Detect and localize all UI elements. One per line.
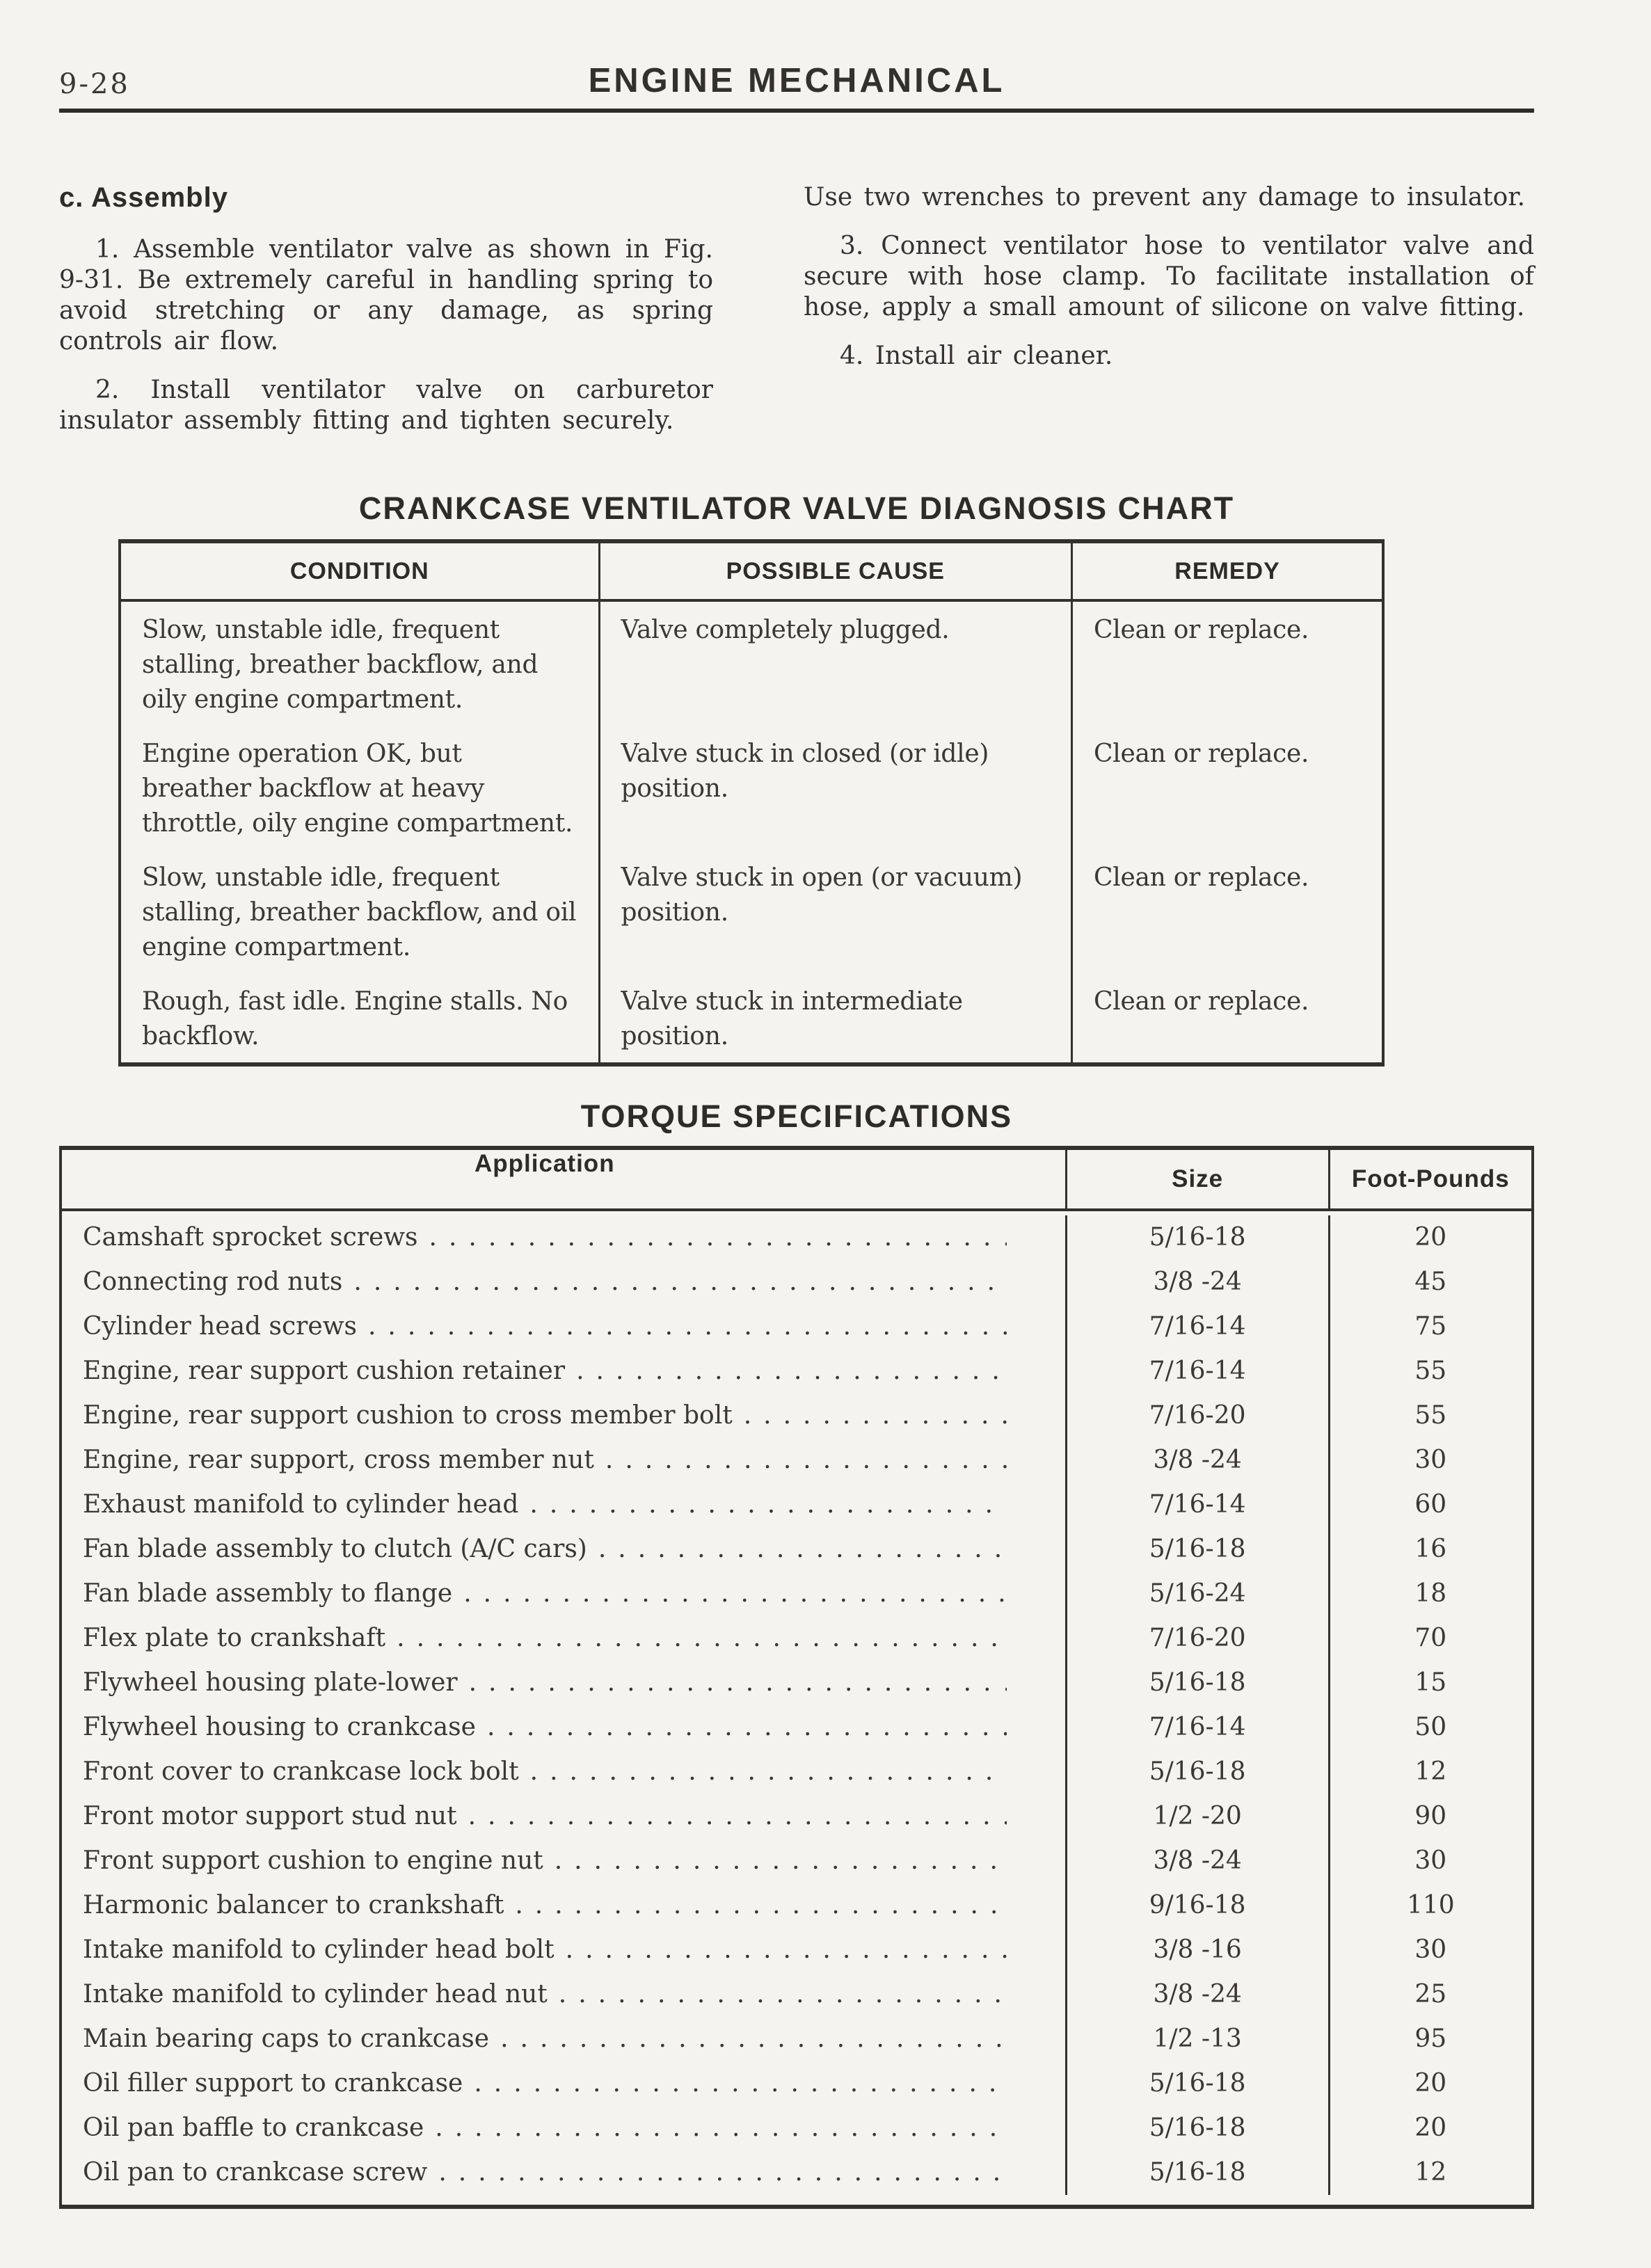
torque-application-cell	[62, 2061, 1067, 2106]
torque-application-text: Engine, rear support cushion to cross member bolt	[83, 1401, 733, 1430]
torque-row	[62, 1794, 1531, 1839]
torque-row	[62, 1349, 1531, 1393]
torque-size-cell: 5/16-18	[1067, 1527, 1330, 1572]
diagnosis-chart-table	[118, 539, 1385, 1067]
dot-leader	[353, 1260, 1006, 1304]
torque-row	[62, 1393, 1531, 1438]
torque-size-cell: 5/16-18	[1067, 1215, 1330, 1260]
dot-leader	[530, 1750, 1007, 1794]
torque-application-cell	[62, 1260, 1067, 1304]
torque-foot-pounds-cell: 30	[1414, 1446, 1447, 1474]
dot-leader	[469, 1661, 1007, 1705]
page-content	[59, 61, 1534, 2209]
torque-column-header-application: Application	[62, 1150, 1067, 1208]
torque-size-cell: 5/16-18	[1067, 1661, 1330, 1705]
torque-application-cell	[62, 2017, 1067, 2061]
torque-size-cell: 3/8 -24	[1067, 1260, 1330, 1304]
torque-application-cell	[62, 1705, 1067, 1750]
torque-size-cell: 3/8 -16	[1067, 1928, 1330, 1972]
assembly-left-column	[59, 182, 713, 454]
torque-size-cell: 7/16-14	[1067, 1483, 1330, 1527]
torque-row	[62, 1572, 1531, 1616]
dot-leader	[598, 1527, 1007, 1572]
page-number: 9-28	[59, 68, 130, 100]
torque-application-text: Flywheel housing plate-lower	[83, 1668, 458, 1697]
torque-size-cell: 5/16-18	[1067, 1750, 1330, 1794]
torque-foot-pounds-cell: 45	[1414, 1268, 1447, 1296]
dot-leader	[368, 1304, 1007, 1349]
torque-foot-pounds-cell: 12	[1414, 2158, 1447, 2187]
torque-size-cell: 1/2 -13	[1067, 2017, 1330, 2061]
torque-size-cell: 5/16-18	[1067, 2150, 1330, 2195]
dot-leader	[435, 2106, 1006, 2150]
torque-application-cell	[62, 1972, 1067, 2017]
torque-specifications-title: TORQUE SPECIFICATIONS	[580, 1099, 1013, 1134]
diagnosis-column-header-remedy: REMEDY	[1174, 558, 1280, 584]
diagnosis-remedy-cell: Clean or replace.	[1094, 863, 1309, 892]
header-rule	[59, 109, 1534, 113]
torque-application-text: Cylinder head screws	[83, 1312, 357, 1341]
torque-foot-pounds-cell: 30	[1414, 1846, 1447, 1875]
diagnosis-condition-cell: Engine operation OK, but breather backflow at heavy throttle, oily engine compartment.	[121, 726, 600, 849]
dot-leader	[576, 1349, 1007, 1393]
diagnosis-condition-cell: Slow, unstable idle, frequent stalling, breather backflow, and oily engine compartment.	[121, 602, 600, 726]
diagnosis-remedy-cell: Clean or replace.	[1094, 987, 1309, 1016]
dot-leader	[468, 1794, 1007, 1839]
dot-leader	[566, 1928, 1007, 1972]
torque-row	[62, 1883, 1531, 1928]
torque-foot-pounds-cell: 20	[1414, 2069, 1447, 2098]
torque-row	[62, 2017, 1531, 2061]
torque-application-text: Harmonic balancer to crankshaft	[83, 1891, 504, 1919]
torque-application-text: Intake manifold to cylinder head nut	[83, 1980, 548, 2009]
torque-application-cell	[62, 2106, 1067, 2150]
torque-application-cell	[62, 1928, 1067, 1972]
torque-row	[62, 1972, 1531, 2017]
torque-row	[62, 1839, 1531, 1883]
page-title: ENGINE MECHANICAL	[588, 62, 1005, 99]
torque-foot-pounds-cell: 18	[1414, 1579, 1447, 1608]
dot-leader	[397, 1616, 1006, 1661]
torque-application-cell	[62, 1349, 1067, 1393]
torque-size-cell: 3/8 -24	[1067, 1839, 1330, 1883]
torque-application-cell	[62, 1304, 1067, 1349]
torque-row	[62, 1750, 1531, 1794]
torque-row	[62, 1438, 1531, 1483]
torque-foot-pounds-cell: 15	[1414, 1668, 1447, 1697]
diagnosis-chart-body	[121, 602, 1382, 1062]
torque-application-cell	[62, 1661, 1067, 1705]
dot-leader	[529, 1483, 1006, 1527]
torque-row	[62, 1483, 1531, 1527]
torque-foot-pounds-cell: 25	[1414, 1980, 1447, 2009]
diagnosis-column-header-possible-cause: POSSIBLE CAUSE	[600, 543, 1074, 599]
page-header	[59, 61, 1534, 102]
diagnosis-cause-cell: Valve stuck in intermediate position.	[600, 973, 1074, 1062]
torque-application-cell	[62, 1839, 1067, 1883]
torque-size-cell: 7/16-20	[1067, 1616, 1330, 1661]
torque-application-text: Oil pan baffle to crankcase	[83, 2114, 424, 2142]
torque-row	[62, 1215, 1531, 1260]
diagnosis-remedy-cell: Clean or replace.	[1094, 740, 1309, 768]
torque-row	[62, 1705, 1531, 1750]
torque-size-cell: 7/16-14	[1067, 1349, 1330, 1393]
dot-leader	[559, 1972, 1007, 2017]
torque-table-body	[62, 1211, 1531, 2205]
diagnosis-cause-cell: Valve stuck in open (or vacuum) position.	[600, 849, 1074, 973]
assembly-step-1: 1. Assemble ventilator valve as shown in Fig. 9-31. Be extremely careful in handling spring to avoid stretching or any damage, as spring controls air flow.	[59, 235, 713, 356]
diagnosis-row	[121, 973, 1382, 1062]
torque-size-cell: 5/16-24	[1067, 1572, 1330, 1616]
torque-application-text: Fan blade assembly to clutch (A/C cars)	[83, 1535, 587, 1563]
torque-foot-pounds-cell: 30	[1414, 1935, 1447, 1964]
torque-application-text: Engine, rear support cushion retainer	[83, 1357, 566, 1385]
torque-application-cell	[62, 1883, 1067, 1928]
torque-row	[62, 1661, 1531, 1705]
diagnosis-condition-cell: Rough, fast idle. Engine stalls. No backflow.	[121, 973, 600, 1062]
dot-leader	[429, 1215, 1007, 1260]
torque-size-cell: 1/2 -20	[1067, 1794, 1330, 1839]
dot-leader	[500, 2017, 1007, 2061]
dot-leader	[555, 1839, 1007, 1883]
torque-application-text: Exhaust manifold to cylinder head	[83, 1490, 519, 1519]
torque-size-cell: 7/16-14	[1067, 1304, 1330, 1349]
assembly-step-2: 2. Install ventilator valve on carburetor insulator assembly fitting and tighten securely.	[59, 376, 713, 435]
dot-leader	[438, 2150, 1006, 2195]
torque-application-text: Front support cushion to engine nut	[83, 1846, 543, 1875]
torque-row	[62, 1616, 1531, 1661]
torque-size-cell: 3/8 -24	[1067, 1438, 1330, 1483]
dot-leader	[463, 1572, 1006, 1616]
assembly-heading: c. Assembly	[59, 182, 228, 213]
torque-foot-pounds-cell: 95	[1414, 2025, 1447, 2053]
torque-application-text: Flywheel housing to crankcase	[83, 1713, 476, 1741]
torque-foot-pounds-cell: 110	[1406, 1891, 1455, 1919]
assembly-step-2-continuation: Use two wrenches to prevent any damage to insulator.	[804, 183, 1526, 211]
torque-row	[62, 2150, 1531, 2195]
assembly-section	[59, 182, 1534, 454]
diagnosis-remedy-cell: Clean or replace.	[1094, 616, 1309, 644]
torque-application-cell	[62, 2150, 1067, 2195]
torque-row	[62, 1260, 1531, 1304]
torque-foot-pounds-cell: 16	[1414, 1535, 1447, 1563]
dot-leader	[605, 1438, 1007, 1483]
torque-foot-pounds-cell: 70	[1414, 1624, 1447, 1652]
diagnosis-row	[121, 849, 1382, 973]
diagnosis-row	[121, 726, 1382, 849]
torque-application-cell	[62, 1438, 1067, 1483]
diagnosis-column-header-condition: CONDITION	[121, 543, 600, 599]
assembly-step-3: 3. Connect ventilator hose to ventilator valve and secure with hose clamp. To facilitate installation of hose, apply a small amount of silicone on valve fitting.	[804, 232, 1534, 321]
torque-foot-pounds-cell: 60	[1414, 1490, 1447, 1519]
torque-foot-pounds-cell: 55	[1414, 1401, 1447, 1430]
torque-application-text: Oil pan to crankcase screw	[83, 2158, 428, 2187]
torque-application-text: Camshaft sprocket screws	[83, 1223, 418, 1252]
torque-application-cell	[62, 1794, 1067, 1839]
torque-foot-pounds-cell: 20	[1414, 2114, 1447, 2142]
torque-application-cell	[62, 1527, 1067, 1572]
diagnosis-cause-cell: Valve stuck in closed (or idle) position.	[600, 726, 1074, 849]
torque-row	[62, 1928, 1531, 1972]
torque-foot-pounds-cell: 90	[1414, 1802, 1447, 1830]
dot-leader	[744, 1393, 1007, 1438]
torque-specifications-table	[59, 1146, 1534, 2209]
torque-row	[62, 2061, 1531, 2106]
torque-application-text: Main bearing caps to crankcase	[83, 2025, 490, 2053]
torque-foot-pounds-cell: 12	[1414, 1757, 1447, 1786]
assembly-right-column	[804, 182, 1534, 454]
dot-leader	[515, 1883, 1006, 1928]
torque-application-text: Fan blade assembly to flange	[83, 1579, 453, 1608]
torque-application-text: Oil filler support to crankcase	[83, 2069, 463, 2098]
diagnosis-cause-cell: Valve completely plugged.	[600, 602, 1074, 726]
torque-size-cell: 5/16-18	[1067, 2061, 1330, 2106]
torque-size-cell: 9/16-18	[1067, 1883, 1330, 1928]
torque-application-cell	[62, 1215, 1067, 1260]
torque-application-text: Connecting rod nuts	[83, 1268, 343, 1296]
torque-size-cell: 7/16-14	[1067, 1705, 1330, 1750]
torque-column-header-size: Size	[1067, 1150, 1330, 1208]
torque-application-cell	[62, 1483, 1067, 1527]
dot-leader	[474, 2061, 1006, 2106]
torque-foot-pounds-cell: 75	[1414, 1312, 1447, 1341]
torque-application-text: Engine, rear support, cross member nut	[83, 1446, 594, 1474]
diagnosis-chart-header-row	[121, 543, 1382, 602]
torque-row	[62, 1304, 1531, 1349]
torque-application-text: Intake manifold to cylinder head bolt	[83, 1935, 555, 1964]
torque-application-cell	[62, 1750, 1067, 1794]
torque-foot-pounds-cell: 50	[1414, 1713, 1447, 1741]
torque-application-cell	[62, 1616, 1067, 1661]
torque-foot-pounds-cell: 55	[1414, 1357, 1447, 1385]
torque-foot-pounds-cell: 20	[1414, 1223, 1447, 1252]
torque-header-row	[62, 1150, 1531, 1211]
diagnosis-chart-title: CRANKCASE VENTILATOR VALVE DIAGNOSIS CHART	[358, 490, 1235, 526]
torque-application-text: Flex plate to crankshaft	[83, 1624, 386, 1652]
torque-row	[62, 2106, 1531, 2150]
torque-size-cell: 3/8 -24	[1067, 1972, 1330, 2017]
torque-row	[62, 1527, 1531, 1572]
torque-size-cell: 7/16-20	[1067, 1393, 1330, 1438]
diagnosis-row	[121, 602, 1382, 726]
torque-application-text: Front cover to crankcase lock bolt	[83, 1757, 519, 1786]
torque-application-cell	[62, 1572, 1067, 1616]
torque-column-header-foot-pounds: Foot-Pounds	[1351, 1165, 1510, 1192]
torque-application-cell	[62, 1393, 1067, 1438]
torque-size-cell: 5/16-18	[1067, 2106, 1330, 2150]
torque-application-text: Front motor support stud nut	[83, 1802, 457, 1830]
diagnosis-condition-cell: Slow, unstable idle, frequent stalling, breather backflow, and oil engine compartment.	[121, 849, 600, 973]
dot-leader	[487, 1705, 1007, 1750]
assembly-step-4: 4. Install air cleaner.	[840, 342, 1113, 370]
